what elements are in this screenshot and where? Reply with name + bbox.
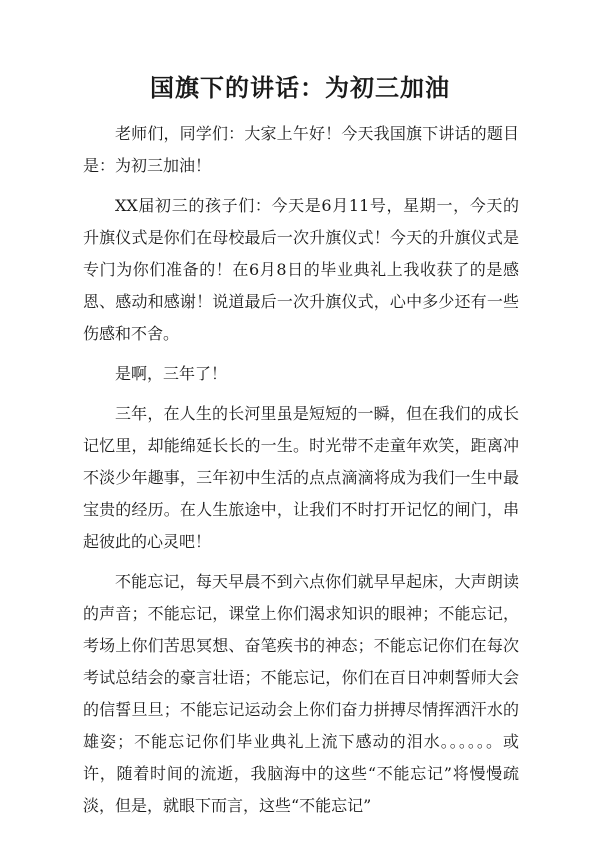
- paragraph-three-years: 是啊，三年了！: [115, 364, 228, 383]
- paragraph-cannot-forget: 不能忘记，每天早晨不到六点你们就早早起床，大声朗读的声音；不能忘记，课堂上你们渴求知识的眼神；不能忘记，考场上你们苦思冥想、奋笔疾书的神态；不能忘记你们在每次考试总结会的豪言壮语；不能忘记，你们在百日冲刺誓师大会的信誓旦旦；不能忘记运动会上你们奋力拼搏尽情挥洒汗水的雄姿；不能忘记你们毕业典礼上流下感动的泪水。。。。。。或许，随着时间的流逝，我脑海中的这些“不能忘记”将慢慢疏淡，但是，就眼下而言，这些“不能忘记”: [83, 572, 519, 815]
- paragraph-memories: 三年，在人生的长河里虽是短短的一瞬，但在我们的成长记忆里，却能绵延长长的一生。时光带不走童年欢笑，距离冲不淡少年趣事，三年初中生活的点点滴滴将成为我们一生中最宝贵的经历。在人生旅途中，让我们不时打开记忆的闸门，串起彼此的心灵吧！: [83, 404, 519, 551]
- document-body: [83, 118, 519, 830]
- paragraph-ceremony: XX届初三的孩子们：今天是6月11号，星期一，今天的升旗仪式是你们在母校最后一次升旗仪式！今天的升旗仪式是专门为你们准备的！在6月8日的毕业典礼上我收获了的是感恩、感动和感谢！说道最后一次升旗仪式，心中多少还有一些伤感和不舍。: [83, 196, 519, 343]
- document-title: 国旗下的讲话：为初三加油: [150, 73, 450, 102]
- paragraph-greeting: 老师们，同学们：大家上午好！今天我国旗下讲话的题目是：为初三加油！: [83, 124, 519, 175]
